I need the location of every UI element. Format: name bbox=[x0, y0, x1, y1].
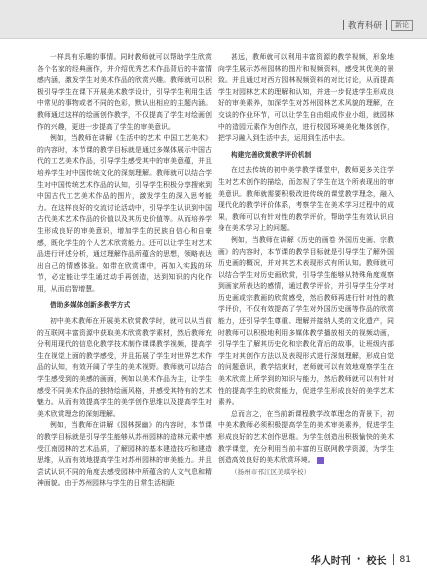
page-header bbox=[343, 18, 413, 32]
paragraph: 甚远，教师就可以利用丰富资源的教学视频，形象地向学生展示苏州园林的图片和视频资料，感受其优美的景致。并且通过对西方园林视频资料的对比讨论，从而提高学生对园林艺术的理解和认知，并进一步促进学生形成良好的审美素养，加深学生对苏州园林艺术风貌的理解，在交谈的作业环节，可以让学生自由组成作业小组，就园林中的造园元素作为创作点，进行校园环境美化集体创作，把学习融入到生活中去，运用到生活中去。 bbox=[218, 53, 394, 143]
conclusion-text: 总而言之，在当前新课程教学改革理念的背景下，初中美术教师必须积极提高学生的美术审美素养，促进学生形成良好的艺术创作思维。为学生创造出积极愉快的美术教学课堂，充分利用当前丰富的互联网教学资源，为学生创造高效良好的美术欣赏环境。 bbox=[218, 409, 394, 465]
footer-divider bbox=[393, 554, 394, 565]
paragraph: 例如，当教师在讲解《历史的画卷 外国历史画、宗教画》的内容时，本节课的教学目标就是引导学生了解外国历史画的概况，并对其艺术表现形式有所认知。教师就可以结合学生对历史画欣赏，引导学生能够从特殊角度观察到画家所表达的感情，通过教学评价，并引导学生分学对历史画或宗教画的欣赏感受，然后教师再进行针对性的教学评价，不仅有效提高了学生对外国历史画等作品的欣赏能力，还引导学生尊重、理解并接纳人类的文化遗产，同时教师可以积极地利用多媒体教学播放相关的视频动画，引导学生了解其历史化和宗教化背后的故事，让班级内部学生对其创作方法以及表现形式进行深刻理解，形成自觉的问题意识，教学结束时，老师就可以有效地观察学生在美术欣赏上所学到的知识与能力，然后教师就可以有针对性的提高学生的欣赏能力，促进学生形成良好的美学艺术素养。 bbox=[218, 235, 394, 407]
end-mark-icon bbox=[317, 457, 324, 464]
footer-dot: · bbox=[356, 554, 361, 565]
paragraph bbox=[218, 409, 394, 467]
paragraph: 一样具有乐趣的事情。同时教师就可以帮助学生欣赏各个名家的经典画作，并介绍优秀艺术作品背后的丰富情感内涵，激发学生对美术作品的欣赏兴趣。教师就可以积极引导学生在课下开展美术教学设计，引导学生利用生活中常见的事物或者不同的色彩，默认出相应的主题内涵。教师通过这样的绘画创作教学，不仅提高了学生对绘画创作的兴趣，更进一步提高了学生的审美意识。 bbox=[37, 53, 212, 131]
paragraph: 初中美术教师在开展美术欣赏教学时，就可以从当前的互联网丰富资源中获取美术欣赏教学素材，然后教师充分利用现代的信息化教学技术制作课课教学视频，提高学生在视觉上面的教学感受，并且拓展了学生对世界艺术作品的认知，有效开阔了学生的美术视野。教师就可以结合学生感受到的美感的画面，例如以美术作品为主，让学生感受不同美术作品的独特绘画风格，并感受其特有的艺术魅力。从而有效提高学生的美学创作思维以及提高学生对美术欣赏理念的深刻理解。 bbox=[37, 317, 212, 418]
right-column bbox=[218, 52, 394, 522]
subheading: 构建完善欣赏教学评价机制 bbox=[231, 150, 312, 159]
edition-name: 校长 bbox=[366, 556, 387, 567]
paragraph: 例如，当教师在讲解《生活中的艺术 中国工艺美术》的内容时，本节课的教学目标就是通过多媒体展示中国古代的工艺美术作品，引导学生感受其中的审美意蕴，并且培养学生对中国传统文化的深刻理解。教师就可以结合学生对中国传统艺术作品的认知，引导学生积极分享搜索到中国古代工艺美术作品的图片，激发学生的深入思考能力。在这样良好的交流讨论活动中，引导学生认识到中国古代美术艺术作品的价值以及其历史价值等。从而培养学生形成良好的审美意识，增加学生的民族自信心和自豪感，既化学生的个人艺术欣赏能力。还可以让学生对艺术品进行评述分析，通过理解作品所蕴含的思想，领略表达出自己的情感体验。如带在欣赏课中，再加入实践的环节，必定能让学生通过动手再创造，达到知识的内化作用，从而启智增慧。 bbox=[37, 134, 212, 293]
paragraph: 在过去传统的初中美学教学课堂中，教师更多关注学生对艺术创作的描绘，而忽视了学生在这个所表现出的审美意识。教师就需要积极改进传统的课堂教学理念，融入现代化的教学评价体系，考察学生在美术学习过程中的成果，教师可以有针对性的教学评价，帮助学生有效认识自身在美术学习上的问题。 bbox=[218, 166, 394, 233]
section-badge: 新论 bbox=[391, 20, 413, 31]
subheading: 借助多媒体创新多教学方式 bbox=[50, 301, 131, 310]
publication-name: 华人时刊 bbox=[310, 556, 351, 567]
page-footer bbox=[311, 552, 411, 567]
paragraph: 例如，当教师在讲解《园林探幽》的内容时，本节课的教学目标就是引导学生能够从苏州园林的造林元素中感受江南园林的艺术品质，了解园林的基本建造技巧和建造思维，从而有效地提高学生对苏州园林的审美能力。并且尝试认识不同的角度去感受园林中所蕴含的人文气息和精神面貌。由于苏州园林与学生的日常生活相距 bbox=[37, 421, 212, 488]
left-column bbox=[37, 52, 212, 522]
author-affiliation: （扬州市邗江区美琪学校） bbox=[231, 467, 311, 476]
header-bar-right bbox=[386, 20, 387, 30]
header-bar-left bbox=[343, 20, 344, 30]
page-number: 81 bbox=[399, 554, 411, 565]
section-title: 教育科研 bbox=[347, 21, 382, 31]
